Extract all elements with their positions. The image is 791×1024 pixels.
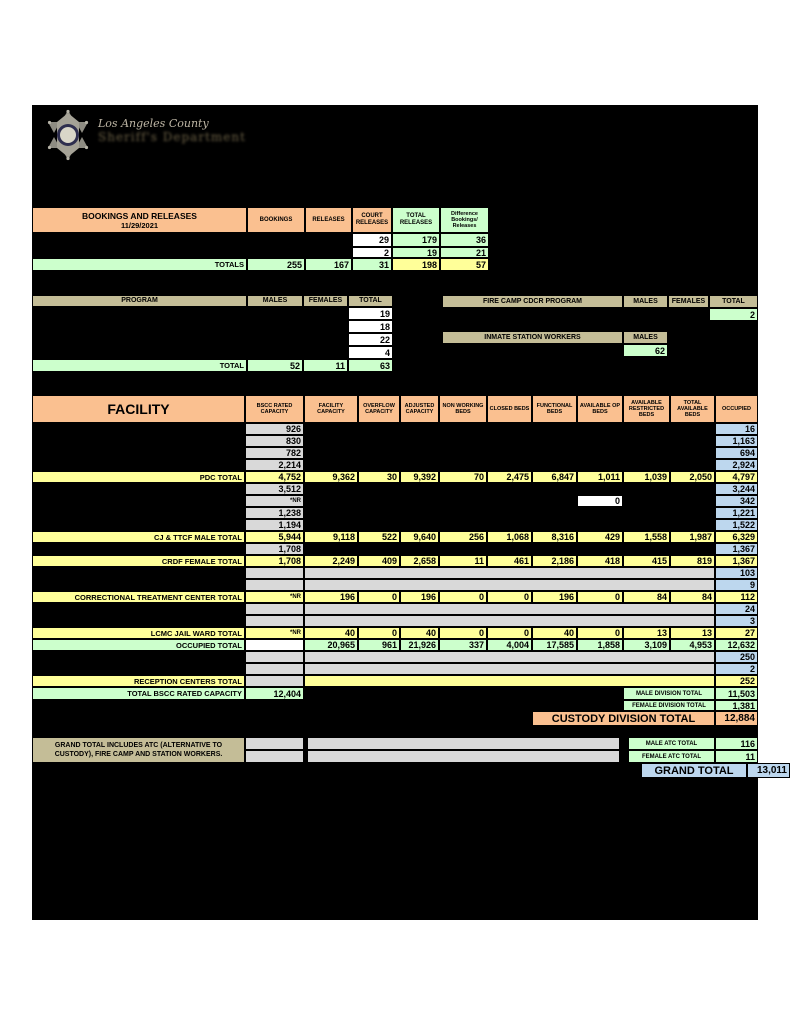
col-header-closed-beds: CLOSED BEDS [487, 395, 532, 423]
occupied-cell: 694 [715, 447, 758, 459]
redacted-span [304, 423, 715, 435]
facility-data-cell: 2,249 [304, 555, 358, 567]
program-totals-total: 63 [348, 359, 393, 372]
program-total-value: 18 [348, 320, 393, 333]
empty-span [304, 567, 715, 579]
empty-span [304, 651, 715, 663]
bscc-rated-capacity-cell: *NR [245, 591, 304, 603]
occupied-cell: 252 [715, 675, 758, 687]
occupied-cell: 250 [715, 651, 758, 663]
col-header-occupied: OCCUPIED [715, 395, 758, 423]
facility-header-row [32, 395, 758, 423]
facility-data-cell: 30 [358, 471, 400, 483]
facility-row-label: CORRECTIONAL TREATMENT CENTER TOTAL [32, 591, 245, 603]
grand-total-value: 13,011 [747, 763, 790, 778]
redacted-span [32, 700, 623, 711]
fire-camp-title: FIRE CAMP CDCR PROGRAM [442, 295, 623, 308]
occupied-cell: 1,522 [715, 519, 758, 531]
occupied-cell: 1,367 [715, 555, 758, 567]
redacted-facility-label [32, 603, 245, 615]
program-totals-females: 11 [303, 359, 348, 372]
bscc-rated-capacity-cell: 5,944 [245, 531, 304, 543]
facility-data-cell: 3,109 [623, 639, 670, 651]
facility-data-cell: 70 [439, 471, 487, 483]
bscc-rated-capacity-cell: 830 [245, 435, 304, 447]
facility-data-cell: 429 [577, 531, 623, 543]
facility-total-row [32, 591, 758, 603]
facility-redacted-row [32, 459, 758, 471]
col-header-males: MALES [247, 295, 303, 307]
facility-row-label: LCMC JAIL WARD TOTAL [32, 627, 245, 639]
empty-span [304, 579, 715, 591]
bscc-rated-capacity-cell [245, 639, 304, 651]
facility-row-label: OCCUPIED TOTAL [32, 639, 245, 651]
facility-data-cell: 0 [577, 627, 623, 639]
facility-row-label: CRDF FEMALE TOTAL [32, 555, 245, 567]
col-header-adjusted-capacity: ADJUSTED CAPACITY [400, 395, 439, 423]
totals-total-releases: 198 [392, 258, 440, 271]
col-header-total: TOTAL [709, 295, 758, 308]
report-page [32, 105, 787, 920]
gap [620, 750, 628, 763]
facility-redacted-row [32, 519, 758, 531]
sheriff-department-header [46, 109, 246, 161]
female-atc-total-value: 11 [715, 750, 758, 763]
col-header-females: FEMALES [668, 295, 709, 308]
station-workers-males-value: 62 [623, 344, 668, 357]
redacted-program-row [32, 333, 348, 346]
facility-data-cell: 9,118 [304, 531, 358, 543]
redacted-span [304, 687, 623, 700]
col-header-males: MALES [623, 295, 668, 308]
program-total-value: 22 [348, 333, 393, 346]
facility-redacted-row [32, 603, 758, 615]
female-atc-total-label: FEMALE ATC TOTAL [628, 750, 715, 763]
facility-data-cell: 196 [532, 591, 577, 603]
redacted-facility-label [32, 435, 245, 447]
bookings-title-text: BOOKINGS AND RELEASES [82, 210, 197, 221]
facility-data-cell: 9,640 [400, 531, 439, 543]
facility-redacted-row [32, 483, 758, 495]
redacted-program-row [32, 346, 348, 359]
redacted-row-label [32, 233, 352, 247]
redacted-fire-camp-row [442, 308, 709, 321]
total-releases-value: 179 [392, 233, 440, 247]
facility-data-cell: 6,847 [532, 471, 577, 483]
bscc-rated-capacity-cell: 1,708 [245, 555, 304, 567]
redacted-facility-label [32, 507, 245, 519]
department-name-redacted: Sheriff's Department [98, 130, 246, 144]
redacted-facility-label [32, 495, 245, 507]
facility-data-cell: 522 [358, 531, 400, 543]
facility-redacted-row [32, 495, 758, 507]
redacted-facility-label [32, 567, 245, 579]
facility-data-cell: 1,858 [577, 639, 623, 651]
redacted-facility-label [32, 447, 245, 459]
total-bscc-rated-capacity-label: TOTAL BSCC RATED CAPACITY [32, 687, 245, 700]
bscc-rated-capacity-cell: 2,214 [245, 459, 304, 471]
facility-row-label: PDC TOTAL [32, 471, 245, 483]
bscc-rated-capacity-cell: 782 [245, 447, 304, 459]
grand-total-label: GRAND TOTAL [641, 763, 747, 778]
bookings-date-text: 11/29/2021 [120, 220, 159, 230]
facility-data-cell: 84 [670, 591, 715, 603]
difference-value: 36 [440, 233, 489, 247]
facility-data-cell: 9,392 [400, 471, 439, 483]
facility-total-row [32, 531, 758, 543]
facility-data-cell: 8,316 [532, 531, 577, 543]
col-header-program: PROGRAM [32, 295, 247, 307]
occupied-cell: 24 [715, 603, 758, 615]
occupied-cell: 3,244 [715, 483, 758, 495]
facility-redacted-row [32, 615, 758, 627]
total-releases-value: 19 [392, 247, 440, 258]
occupied-cell: 2 [715, 663, 758, 675]
facility-data-cell: 20,965 [304, 639, 358, 651]
facility-data-cell: 17,585 [532, 639, 577, 651]
col-header-available-op-beds: AVAILABLE OP BEDS [577, 395, 623, 423]
col-header-difference: Difference Bookings/ Releases [440, 207, 489, 233]
redacted-program-row [32, 320, 348, 333]
bscc-rated-capacity-cell: 1,708 [245, 543, 304, 555]
facility-data-cell: 1,987 [670, 531, 715, 543]
facility-data-cell: 40 [532, 627, 577, 639]
court-releases-value: 29 [352, 233, 392, 247]
redacted-facility-label [32, 615, 245, 627]
facility-data-cell: 1,039 [623, 471, 670, 483]
facility-data-cell: 1,558 [623, 531, 670, 543]
bscc-rated-capacity-cell [245, 615, 304, 627]
facility-redacted-row [32, 447, 758, 459]
redacted-row-label [32, 247, 352, 258]
custody-division-total-label: CUSTODY DIVISION TOTAL [532, 711, 715, 726]
col-header-females: FEMALES [303, 295, 348, 307]
totals-court-releases: 31 [352, 258, 392, 271]
bookings-table-title [32, 207, 247, 233]
bscc-rated-capacity-cell: 3,512 [245, 483, 304, 495]
facility-data-cell: 418 [577, 555, 623, 567]
facility-total-row [32, 675, 758, 687]
redacted-span [304, 435, 715, 447]
program-total-value: 19 [348, 307, 393, 320]
occupied-cell: 1,163 [715, 435, 758, 447]
bscc-rated-capacity-cell [245, 579, 304, 591]
redacted-program-row [32, 307, 348, 320]
bscc-rated-capacity-cell [245, 675, 304, 687]
facility-redacted-row [32, 543, 758, 555]
gap [620, 737, 628, 750]
facility-data-cell: 0 [577, 591, 623, 603]
totals-bookings: 255 [247, 258, 305, 271]
facility-row-label: RECEPTION CENTERS TOTAL [32, 675, 245, 687]
bscc-rated-capacity-cell [245, 663, 304, 675]
custody-division-total-value: 12,884 [715, 711, 758, 726]
empty-gray-span [307, 750, 620, 763]
redacted-span [304, 543, 715, 555]
facility-data-cell: 9,362 [304, 471, 358, 483]
facility-data-cell: 196 [304, 591, 358, 603]
col-header-functional-beds: FUNCTIONAL BEDS [532, 395, 577, 423]
empty-gray-cell [245, 737, 304, 750]
facility-data-cell: 337 [439, 639, 487, 651]
facility-data-cell: 2,658 [400, 555, 439, 567]
bscc-rated-capacity-cell: *NR [245, 495, 304, 507]
facility-data-cell: 256 [439, 531, 487, 543]
col-header-total: TOTAL [348, 295, 393, 307]
occupied-cell: 2,924 [715, 459, 758, 471]
totals-difference: 57 [440, 258, 489, 271]
col-header-total-available-beds: TOTAL AVAILABLE BEDS [670, 395, 715, 423]
facility-data-cell: 961 [358, 639, 400, 651]
bscc-rated-capacity-cell [245, 567, 304, 579]
facility-redacted-row [32, 651, 758, 663]
col-header-overflow-capacity: OVERFLOW CAPACITY [358, 395, 400, 423]
available-op-beds-zero-cell: 0 [577, 495, 623, 507]
facility-data-cell: 196 [400, 591, 439, 603]
facility-total-row [32, 627, 758, 639]
redacted-facility-label [32, 543, 245, 555]
fire-camp-total-value: 2 [709, 308, 758, 321]
occupied-cell: 4,797 [715, 471, 758, 483]
bscc-rated-capacity-cell: 4,752 [245, 471, 304, 483]
grand-total-note: GRAND TOTAL INCLUDES ATC (ALTERNATIVE TO CUSTODY), FIRE CAMP AND STATION WORKERS. [32, 737, 245, 763]
male-division-total-value: 11,503 [715, 687, 758, 700]
facility-data-cell: 0 [439, 591, 487, 603]
col-header-males: MALES [623, 331, 668, 344]
facility-data-cell: 0 [358, 627, 400, 639]
bscc-rated-capacity-cell: 1,194 [245, 519, 304, 531]
facility-data-cell: 0 [487, 591, 532, 603]
total-bscc-rated-capacity-value: 12,404 [245, 687, 304, 700]
county-name: Los Angeles County [98, 117, 209, 130]
empty-gray-span [307, 737, 620, 750]
col-header-court-releases: COURT RELEASES [352, 207, 392, 233]
facility-redacted-row [32, 663, 758, 675]
facility-data-cell: 461 [487, 555, 532, 567]
female-division-total-label: FEMALE DIVISION TOTAL [623, 700, 715, 711]
bscc-rated-capacity-cell: 1,238 [245, 507, 304, 519]
facility-data-cell: 0 [358, 591, 400, 603]
facility-data-cell: 1,011 [577, 471, 623, 483]
empty-span [304, 675, 715, 687]
occupied-cell: 3 [715, 615, 758, 627]
redacted-facility-label [32, 423, 245, 435]
col-header-releases: RELEASES [305, 207, 352, 233]
difference-value: 21 [440, 247, 489, 258]
bscc-rated-capacity-cell: 926 [245, 423, 304, 435]
facility-data-cell: 84 [623, 591, 670, 603]
facility-data-cell: 2,475 [487, 471, 532, 483]
sheriff-star-icon [46, 109, 90, 161]
facility-total-row [32, 471, 758, 483]
empty-span [304, 603, 715, 615]
redacted-facility-label [32, 651, 245, 663]
bscc-rated-capacity-cell [245, 603, 304, 615]
occupied-cell: 27 [715, 627, 758, 639]
empty-span [304, 615, 715, 627]
bscc-rated-capacity-cell [245, 651, 304, 663]
occupied-cell: 12,632 [715, 639, 758, 651]
col-header-available-restricted-beds: AVAILABLE RESTRICTED BEDS [623, 395, 670, 423]
facility-data-cell: 0 [487, 627, 532, 639]
redacted-span [304, 459, 715, 471]
bookings-totals-label: TOTALS [32, 258, 247, 271]
facility-data-cell: 1,068 [487, 531, 532, 543]
facility-data-cell: 21,926 [400, 639, 439, 651]
facility-redacted-row [32, 435, 758, 447]
redacted-facility-label [32, 663, 245, 675]
facility-data-cell: 4,004 [487, 639, 532, 651]
redacted-facility-label [32, 483, 245, 495]
facility-data-cell: 2,186 [532, 555, 577, 567]
facility-data-cell: 13 [670, 627, 715, 639]
col-header-facility-capacity: FACILITY CAPACITY [304, 395, 358, 423]
facility-data-cell: 0 [439, 627, 487, 639]
redacted-span [304, 447, 715, 459]
redacted-span [304, 483, 715, 495]
occupied-cell: 9 [715, 579, 758, 591]
facility-redacted-row [32, 507, 758, 519]
facility-redacted-row [32, 567, 758, 579]
col-header-total-releases: TOTAL RELEASES [392, 207, 440, 233]
col-header-non-working-beds: NON WORKING BEDS [439, 395, 487, 423]
facility-data-cell: 2,050 [670, 471, 715, 483]
facility-row-label: CJ & TTCF MALE TOTAL [32, 531, 245, 543]
facility-data-cell: 415 [623, 555, 670, 567]
facility-total-row [32, 639, 758, 651]
facility-data-cell: 40 [304, 627, 358, 639]
empty-span [304, 663, 715, 675]
facility-data-cell: 40 [400, 627, 439, 639]
redacted-facility-label [32, 459, 245, 471]
empty-gray-cell [245, 750, 304, 763]
bscc-rated-capacity-cell: *NR [245, 627, 304, 639]
male-atc-total-label: MALE ATC TOTAL [628, 737, 715, 750]
facility-redacted-row [32, 423, 758, 435]
program-totals-label: TOTAL [32, 359, 247, 372]
redacted-facility-label [32, 579, 245, 591]
occupied-cell: 1,221 [715, 507, 758, 519]
facility-data-cell: 13 [623, 627, 670, 639]
redacted-span [623, 495, 715, 507]
station-workers-title: INMATE STATION WORKERS [442, 331, 623, 344]
facility-total-row [32, 555, 758, 567]
redacted-station-workers-row [442, 344, 623, 357]
program-totals-males: 52 [247, 359, 303, 372]
female-division-total-value: 1,381 [715, 700, 758, 711]
col-header-bookings: BOOKINGS [247, 207, 305, 233]
redacted-span [32, 711, 532, 726]
col-header-facility: FACILITY [32, 395, 245, 423]
occupied-cell: 103 [715, 567, 758, 579]
court-releases-value: 2 [352, 247, 392, 258]
program-total-value: 4 [348, 346, 393, 359]
facility-rows [32, 423, 758, 687]
col-header-bscc-rated-capacity: BSCC RATED CAPACITY [245, 395, 304, 423]
occupied-cell: 1,367 [715, 543, 758, 555]
occupied-cell: 16 [715, 423, 758, 435]
facility-data-cell: 819 [670, 555, 715, 567]
facility-data-cell: 4,953 [670, 639, 715, 651]
male-division-total-label: MALE DIVISION TOTAL [623, 687, 715, 700]
facility-data-cell: 409 [358, 555, 400, 567]
totals-releases: 167 [305, 258, 352, 271]
occupied-cell: 112 [715, 591, 758, 603]
redacted-span [304, 507, 715, 519]
redacted-span [304, 519, 715, 531]
occupied-cell: 6,329 [715, 531, 758, 543]
redacted-facility-label [32, 519, 245, 531]
male-atc-total-value: 116 [715, 737, 758, 750]
redacted-span [304, 495, 577, 507]
facility-data-cell: 11 [439, 555, 487, 567]
facility-redacted-row [32, 579, 758, 591]
occupied-cell: 342 [715, 495, 758, 507]
